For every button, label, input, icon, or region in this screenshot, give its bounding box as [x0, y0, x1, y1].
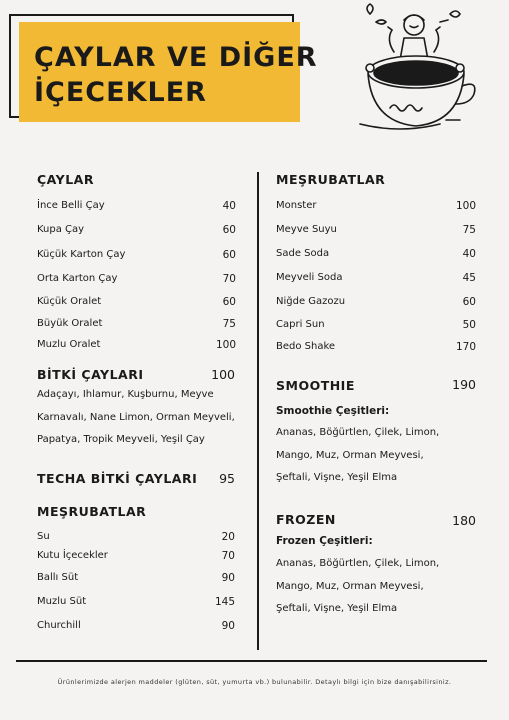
coffee-cup-person-icon	[352, 0, 482, 140]
smoothie-line: Şeftali, Vişne, Yeşil Elma	[276, 472, 398, 483]
menu-item-name: Churchill	[37, 620, 81, 631]
page-title	[34, 40, 318, 110]
section-price-frozen: 180	[452, 513, 476, 528]
menu-item-name: Orta Karton Çay	[37, 273, 118, 284]
menu-item-name: Su	[37, 531, 50, 542]
menu-item-price: 40	[462, 248, 476, 260]
menu-item-price: 45	[462, 272, 476, 284]
menu-item-price: 40	[222, 200, 236, 212]
menu-item-price: 70	[222, 273, 236, 285]
menu-item-price: 50	[462, 319, 476, 331]
section-price-techa: 95	[219, 471, 235, 486]
menu-item-price: 75	[462, 224, 476, 236]
frozen-line: Şeftali, Vişne, Yeşil Elma	[276, 603, 398, 614]
menu-item-price: 60	[222, 296, 236, 308]
menu-item-name: İnce Belli Çay	[37, 200, 105, 211]
section-title-caylar: ÇAYLAR	[37, 172, 94, 187]
menu-item-name: Küçük Karton Çay	[37, 249, 126, 260]
smoothie-subtitle: Smoothie Çeşitleri:	[276, 405, 390, 417]
menu-item-name: Ballı Süt	[37, 572, 79, 583]
frozen-flavor-list	[276, 553, 439, 621]
section-title-mesrubatlar-left: MEŞRUBATLAR	[37, 504, 147, 519]
menu-item-price: 170	[455, 341, 476, 353]
menu-item-price: 60	[222, 224, 236, 236]
section-price-smoothie: 190	[452, 377, 476, 392]
page-title-line-1: ÇAYLAR VE DİĞER	[34, 42, 318, 73]
menu-item-price: 145	[214, 596, 235, 608]
menu-item-name: Küçük Oralet	[37, 296, 102, 307]
menu-item-name: Monster	[276, 200, 317, 211]
menu-item-name: Muzlu Oralet	[37, 339, 101, 350]
menu-item-name: Capri Sun	[276, 319, 325, 330]
menu-item-price: 90	[221, 620, 235, 632]
bitki-line: Karnavalı, Nane Limon, Orman Meyveli,	[37, 411, 235, 423]
menu-item-name: Sade Soda	[276, 248, 330, 259]
menu-item-name: Bedo Shake	[276, 341, 336, 352]
section-title-smoothie: SMOOTHIE	[276, 378, 355, 393]
menu-item-price: 100	[215, 339, 236, 351]
menu-item-price: 60	[222, 249, 236, 261]
page-title-line-2: İÇECEKLER	[34, 77, 207, 108]
section-title-bitki-caylari: BİTKİ ÇAYLARI	[37, 367, 144, 382]
section-title-frozen: FROZEN	[276, 512, 336, 527]
menu-item-price: 70	[221, 550, 235, 562]
menu-item-name: Kutu İçecekler	[37, 550, 108, 561]
smoothie-line: Mango, Muz, Orman Meyvesi,	[276, 449, 424, 461]
footer-divider	[16, 660, 487, 662]
smoothie-line: Ananas, Böğürtlen, Çilek, Limon,	[276, 427, 440, 438]
smoothie-flavor-list	[276, 422, 439, 490]
menu-item-price: 20	[221, 531, 235, 543]
bitki-caylari-list	[37, 384, 235, 452]
bitki-line: Adaçayı, Ihlamur, Kuşburnu, Meyve	[37, 389, 214, 400]
menu-item-price: 75	[222, 318, 236, 330]
section-title-techa: TECHA BİTKİ ÇAYLARI	[37, 471, 198, 486]
allergen-note: Ürünlerimizde alerjen maddeler (glüten, süt, yumurta vb.) bulunabilir. Detaylı bilgi için bize danışabilirsiniz.	[57, 678, 452, 686]
bitki-line: Papatya, Tropik Meyveli, Yeşil Çay	[37, 434, 205, 445]
menu-item-name: Meyveli Soda	[276, 272, 343, 283]
column-divider	[257, 172, 259, 650]
menu-item-price: 90	[221, 572, 235, 584]
menu-item-price: 60	[462, 296, 476, 308]
section-price-bitki-caylari: 100	[211, 367, 235, 382]
frozen-line: Ananas, Böğürtlen, Çilek, Limon,	[276, 558, 440, 569]
menu-item-name: Muzlu Süt	[37, 596, 87, 607]
menu-item-name: Büyük Oralet	[37, 318, 103, 329]
section-title-mesrubatlar-right: MEŞRUBATLAR	[276, 172, 386, 187]
frozen-subtitle: Frozen Çeşitleri:	[276, 535, 373, 547]
menu-item-name: Meyve Suyu	[276, 224, 337, 235]
menu-item-name: Kupa Çay	[37, 224, 85, 235]
menu-item-name: Niğde Gazozu	[276, 296, 346, 307]
menu-item-price: 100	[455, 200, 476, 212]
frozen-line: Mango, Muz, Orman Meyvesi,	[276, 580, 424, 592]
